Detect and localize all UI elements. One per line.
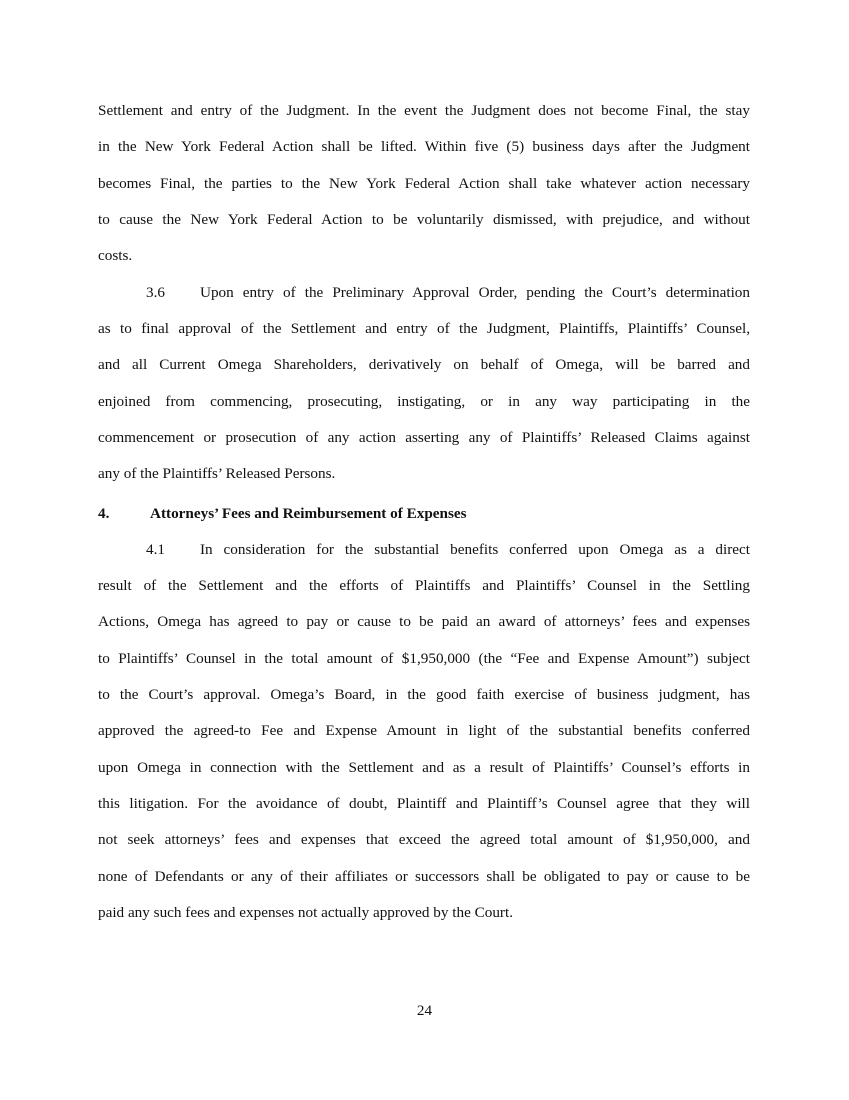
text-line: any of the Plaintiffs’ Released Persons. [98,465,336,482]
text-line: not seek attorneys’ fees and expenses that exceed the agreed total amount of $1,950,000, and [98,831,750,848]
text-line: as to final approval of the Settlement and entry of the Judgment, Plaintiffs, Plaintiffs’ Counsel, [98,320,750,337]
text-line: and all Current Omega Shareholders, derivatively on behalf of Omega, will be barred and [98,356,750,373]
text-line: Upon entry of the Preliminary Approval Order, pending the Court’s determination [200,284,750,301]
text-line: upon Omega in connection with the Settlement and as a result of Plaintiffs’ Counsel’s efforts in [98,759,750,776]
text-line: result of the Settlement and the efforts of Plaintiffs and Plaintiffs’ Counsel in the Settling [98,577,750,594]
text-line: becomes Final, the parties to the New York Federal Action shall take whatever action necessary [98,175,750,192]
text-line: Actions, Omega has agreed to pay or cause to be paid an award of attorneys’ fees and expenses [98,613,750,630]
text-line: paid any such fees and expenses not actually approved by the Court. [98,904,514,921]
section-number: 4. [98,505,110,522]
text-line: costs. [98,247,133,264]
text-line: Settlement and entry of the Judgment. In the event the Judgment does not become Final, the stay [98,102,750,119]
section-title: Attorneys’ Fees and Reimbursement of Expenses [150,505,467,522]
text-line: enjoined from commencing, prosecuting, instigating, or in any way participating in the [98,393,750,410]
text-line: In consideration for the substantial benefits conferred upon Omega as a direct [200,541,750,558]
paragraph-number: 4.1 [146,541,165,558]
text-line: in the New York Federal Action shall be lifted. Within five (5) business days after the Judgment [98,138,750,155]
page-number: 24 [416,1002,433,1019]
text-line: to cause the New York Federal Action to be voluntarily dismissed, with prejudice, and without [98,211,750,228]
text-line: this litigation. For the avoidance of doubt, Plaintiff and Plaintiff’s Counsel agree that they will [98,795,750,812]
text-line: approved the agreed-to Fee and Expense Amount in light of the substantial benefits conferred [98,722,750,739]
text-line: none of Defendants or any of their affiliates or successors shall be obligated to pay or cause to be [98,868,750,885]
text-line: to the Court’s approval. Omega’s Board, in the good faith exercise of business judgment, has [98,686,750,703]
text-line: to Plaintiffs’ Counsel in the total amount of $1,950,000 (the “Fee and Expense Amount”) subject [98,650,750,667]
section-heading [98,504,750,524]
paragraph-number: 3.6 [146,284,165,301]
text-line: commencement or prosecution of any action asserting any of Plaintiffs’ Released Claims against [98,429,750,446]
